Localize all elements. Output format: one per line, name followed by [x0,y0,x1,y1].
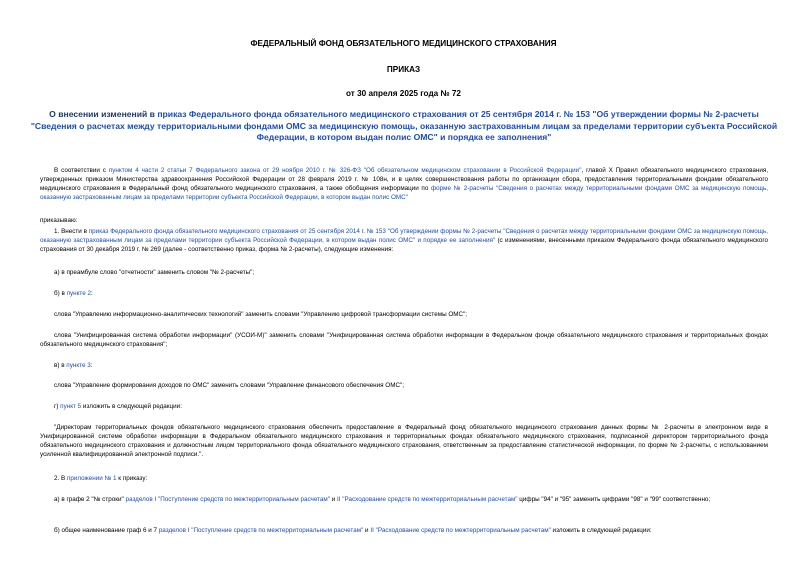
org-name: ФЕДЕРАЛЬНЫЙ ФОНД ОБЯЗАТЕЛЬНОГО МЕДИЦИНСКОГО СТРАХОВАНИЯ [250,39,557,48]
form-2-raschety-link[interactable]: форме № 2-расчеты "Сведения о расчетах между территориальными фондами ОМС за медицинскую помощь, оказанную застрахованным лицам за пределами территории субъекта Российской Федерации, в котором выдан полис ОМС" [40,184,769,201]
item-b-replace-2: слова "Унифицированная система обработки информации" (УСОИ-М)" заменить словами "Унифицированная система обработки информации в Федеральном фонде обязательного медицинского страхования и территориальных фондах обязательного медицинского страхования"; [40,332,768,348]
item-c-paragraph [40,362,768,371]
text: 1. Внести в [54,228,89,235]
text: изложить в следующей редакции: [81,403,182,410]
point-2-link[interactable]: пункте 2 [66,290,91,297]
document-title [30,109,778,144]
text: б) в [54,290,67,297]
order-word: приказываю: [40,217,78,224]
section-2-link[interactable]: II "Расходование средств по межтерриториальным расчетам" [370,527,551,534]
item-2-paragraph [40,475,768,484]
item-c-replace: слова "Управление формирования доходов по ОМС" заменить словами "Управление финансового обеспечения ОМС"; [54,382,404,389]
new-wording-quote: "Директорам территориальных фондов обязательного медицинского страхования обеспечить предоставление в Федеральный фонд обязательного медицинского страхования данных формы № 2-расчеты в электронном виде в Унифицированной системе обработки информации в Федеральном обязательного медицинского страхования и территориальных фондах обязательного медицинского страхования, подписанной директором территориального фонда обязательного медицинского страхования и должностным лицом территориального фонда обязательного медицинского страхования, ответственным за предоставление статистической информации, по форме № 2-расчеты, с использованием усиленной квалифицированной электронной подписи.". [40,424,768,458]
text: изложить в следующей редакции: [550,527,652,534]
text: и [363,527,371,534]
section-2-link[interactable]: II "Расходование средств по межтерриториальным расчетам" [337,496,518,503]
item-2a-paragraph [40,496,768,505]
point-5-link[interactable]: пункт 5 [60,403,82,410]
text: цифры "94" и "95" заменить цифрами "98" и "99" соответственно; [517,496,711,503]
text: (с изменениями, внесенными приказом Федерального фонда обязательного медицинского страхования от 30 декабря 2019 г. № 269 (далее - соответственно приказ, форма № 2-расчеты), следующие изменения: [40,236,768,253]
appendix-1-link[interactable]: приложении № 1 [66,475,117,482]
text: а) в графе 2 "№ строки" [54,496,126,503]
text: : [91,290,93,297]
order-153-link[interactable]: приказ Федерального фонда обязательного медицинского страхования от 25 сентября 2014 г. № 153 "Об утверждении формы № 2-расчеты "Сведения о расчетах между территориальными фондами ОМС за медицинскую помощь, оказанную застрахованным лицам за пределами территории субъекта Российской Федерации, в котором выдан полис ОМС" и порядке ее заполнения" [40,228,768,244]
section-1-link[interactable]: разделов I "Поступление средств по межтерриториальным расчетам" [125,496,331,503]
title-prefix: О внесении изменений в [49,109,158,119]
preamble-paragraph [40,167,768,203]
document-type: ПРИКАЗ [386,65,421,74]
document-date-number: от 30 апреля 2025 года № 72 [346,89,461,98]
text: , главой X Правил обязательного медицинского страхования, утвержденных приказом Министерства здравоохранения Российской Федерации от 28 февраля 2019 г. № 108н, и в целях совершенствования работы по организации сбора, предоставления территориальными фондами обязательного медицинского страхования в Федеральный фонд обязательного медицинского страхования, а также обобщения информации по [40,167,769,192]
item-b-paragraph [40,290,768,299]
item-1-paragraph [40,228,768,255]
item-a-paragraph: а) в преамбуле слово "отчетности" заменить словом "№ 2-расчеты"; [54,269,255,276]
text: и [330,496,338,503]
text: В соответствии с [54,167,109,174]
point-3-link[interactable]: пункте 3 [66,362,91,369]
text: к приказу: [116,475,148,482]
section-1-link[interactable]: разделов I "Поступление средств по межтерриториальным расчетам" [158,527,364,534]
text: : [90,362,93,369]
text: б) общее наименование граф 6 и 7 [54,527,159,534]
text: 2. В [54,475,67,482]
text: г) [54,403,61,410]
title-order-link[interactable]: приказ Федерального фонда обязательного медицинского страхования от 25 сентября 2014 г. № 153 "Об утверждении формы № 2-расчеты "Сведения о расчетах между территориальными фондами ОМС за медицинскую помощь, оказанную застрахованным лицам за пределами территории субъекта Российской Федерации, в котором выдан полис ОМС" и порядка ее заполнения" [30,109,778,142]
item-d-paragraph [40,403,768,412]
text: в) в [54,362,67,369]
item-b-replace-1: слова "Управлению информационно-аналитических технологий" заменить словами "Управлению цифровой трансформации системы ОМС"; [54,311,468,318]
federal-law-link[interactable]: пунктом 4 части 2 статьи 7 Федерального закона от 29 ноября 2010 г. № 326-ФЗ "Об обязательном медицинском страховании в Российской Федерации" [108,167,582,174]
item-2b-paragraph [40,527,768,536]
